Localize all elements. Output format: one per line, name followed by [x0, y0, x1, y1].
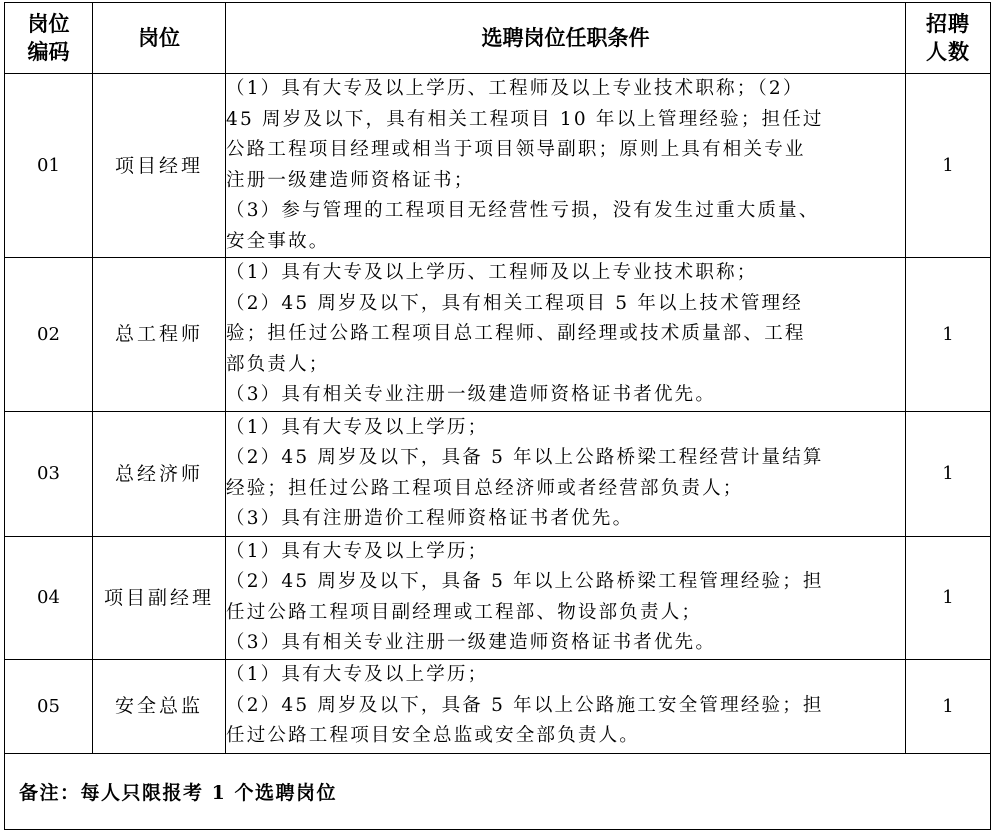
header-code [5, 3, 93, 74]
header-position: 岗位 [93, 3, 226, 74]
position-count: 1 [906, 536, 991, 659]
header-code-line1: 岗位 [27, 11, 70, 36]
table-row [5, 74, 991, 258]
note-text: 备注：每人只限报考 1 个选聘岗位 [5, 753, 991, 829]
header-count [906, 3, 991, 74]
requirement-line: 经验；担任过公路工程项目总经济师或者经营部负责人； [226, 477, 744, 499]
position-code: 04 [5, 536, 93, 659]
requirement-line: （1）具有大专及以上学历； [226, 416, 489, 438]
requirement-line: （1）具有大专及以上学历、工程师及以上专业技术职称；（2） [226, 78, 804, 99]
position-code: 03 [5, 411, 93, 536]
note-row [5, 753, 991, 829]
requirement-line: 验；担任过公路工程项目总工程师、副经理或技术质量部、工程 [226, 323, 806, 344]
requirement-line: 任过公路工程项目安全总监或安全部负责人。 [226, 725, 641, 747]
requirement-line: （1）具有大专及以上学历、工程师及以上专业技术职称； [226, 262, 758, 283]
header-code-line2: 编码 [27, 39, 70, 64]
requirement-line: 公路工程项目经理或相当于项目领导副职；原则上具有相关专业 [226, 139, 806, 160]
position-count: 1 [906, 258, 991, 412]
requirement-line: （3）参与管理的工程项目无经营性亏损，没有发生过重大质量、 [226, 200, 820, 221]
table-row [5, 659, 991, 753]
recruitment-table [4, 2, 991, 830]
requirement-line: （3）具有相关专业注册一级建造师资格证书者优先。 [226, 384, 717, 405]
position-name: 项目副经理 [93, 536, 226, 659]
position-name: 安全总监 [93, 659, 226, 753]
position-code: 02 [5, 258, 93, 412]
requirement-line: （2）45 周岁及以下，具有相关工程项目 5 年以上技术管理经 [226, 292, 803, 314]
position-code: 01 [5, 74, 93, 258]
position-count: 1 [906, 659, 991, 753]
position-name: 项目经理 [93, 74, 226, 258]
position-count: 1 [906, 411, 991, 536]
requirement-line: （2）45 周岁及以下，具备 5 年以上公路桥梁工程经营计量结算 [226, 447, 824, 468]
header-row [5, 3, 991, 74]
position-name: 总经济师 [93, 411, 226, 536]
header-count-line2: 人数 [926, 39, 970, 64]
requirement-line: （1）具有大专及以上学历； [226, 540, 489, 562]
requirement-line: 任过公路工程项目副经理或工程部、物设部负责人； [226, 601, 703, 623]
requirement-line: （3）具有相关专业注册一级建造师资格证书者优先。 [226, 632, 717, 653]
requirement-line: 安全事故。 [226, 230, 330, 252]
position-name: 总工程师 [93, 258, 226, 412]
header-requirements: 选聘岗位任职条件 [226, 3, 906, 74]
position-requirements [226, 258, 906, 412]
requirement-line: 45 周岁及以下，具有相关工程项目 10 年以上管理经验；担任过 [226, 108, 824, 130]
position-requirements [226, 659, 906, 753]
position-count: 1 [906, 74, 991, 258]
requirement-line: （1）具有大专及以上学历； [226, 664, 489, 686]
position-requirements [226, 74, 906, 258]
requirement-line: 部负责人； [226, 353, 330, 375]
requirement-line: （2）45 周岁及以下，具备 5 年以上公路桥梁工程管理经验；担 [226, 571, 824, 592]
position-code: 05 [5, 659, 93, 753]
requirement-line: （3）具有注册造价工程师资格证书者优先。 [226, 508, 634, 529]
position-requirements [226, 536, 906, 659]
position-requirements [226, 411, 906, 536]
table-row [5, 536, 991, 659]
table-row [5, 411, 991, 536]
header-count-line1: 招聘 [926, 11, 970, 36]
requirement-line: （2）45 周岁及以下，具备 5 年以上公路施工安全管理经验；担 [226, 694, 824, 716]
table-row [5, 258, 991, 412]
requirement-line: 注册一级建造师资格证书； [226, 169, 475, 191]
